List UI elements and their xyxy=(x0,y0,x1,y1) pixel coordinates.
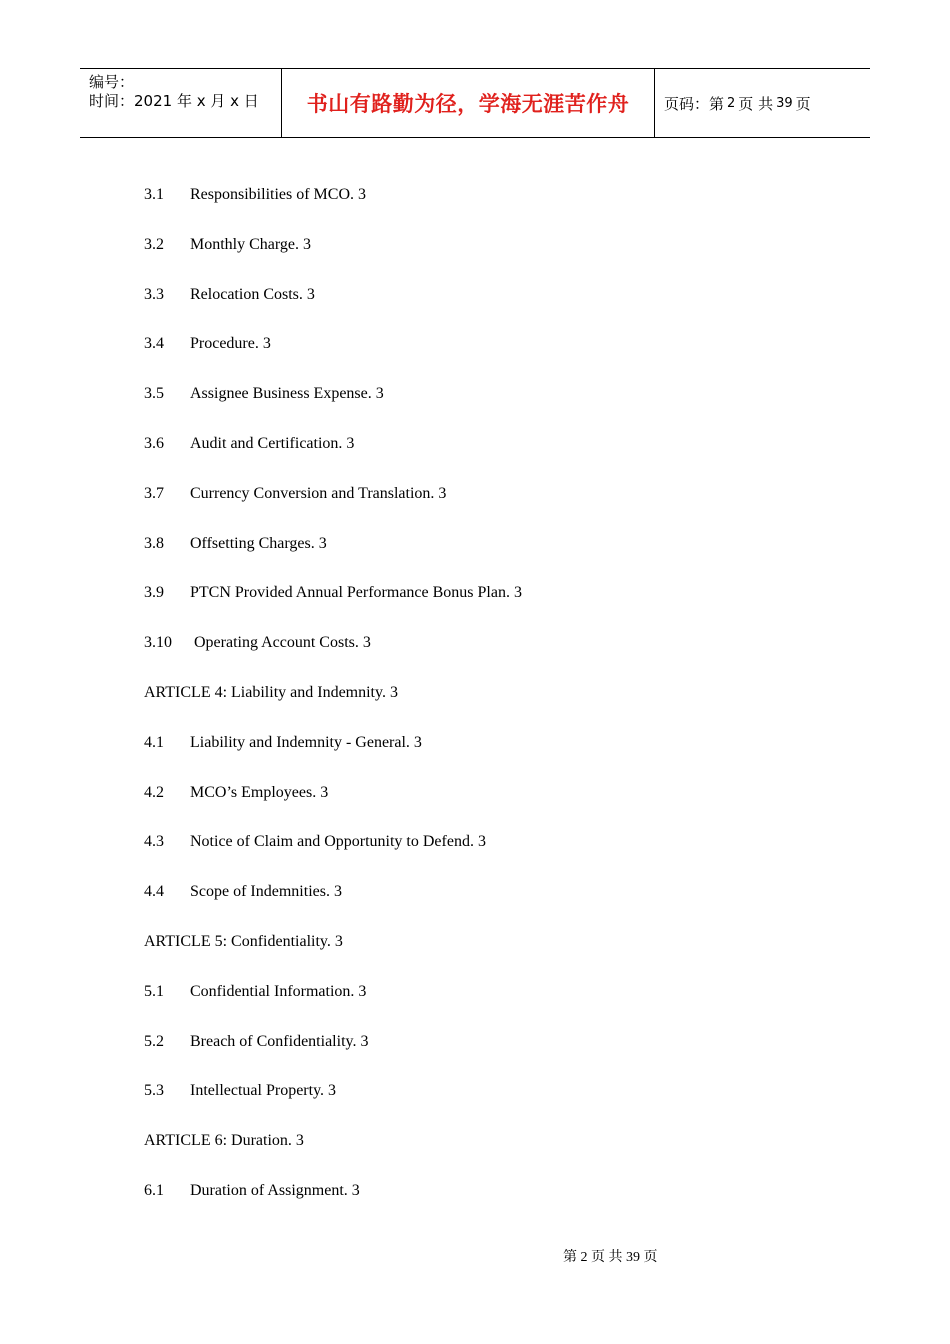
toc-entry-title: Relocation Costs. 3 xyxy=(190,285,315,303)
toc-entry-number: 5.2 xyxy=(144,1032,164,1050)
toc-entry-title: Currency Conversion and Translation. 3 xyxy=(190,484,447,502)
toc-entry-number: 3.1 xyxy=(144,186,164,203)
toc-entry-title: Responsibilities of MCO. 3 xyxy=(190,186,367,203)
serial-label: 编号： xyxy=(89,73,135,91)
toc-entry[interactable] xyxy=(144,830,844,880)
toc-entry-number: 3.10 xyxy=(144,634,172,652)
toc-entry[interactable] xyxy=(144,332,844,382)
toc-entry[interactable] xyxy=(144,731,844,781)
toc-entry[interactable] xyxy=(144,581,844,631)
table-of-contents xyxy=(144,183,844,1229)
toc-entry[interactable] xyxy=(144,1129,844,1179)
toc-entry[interactable] xyxy=(144,1079,844,1129)
toc-entry[interactable] xyxy=(144,631,844,681)
toc-entry-title: Procedure. 3 xyxy=(190,335,271,353)
toc-entry[interactable] xyxy=(144,432,844,482)
page-footer: 第 2 页 共 39 页 xyxy=(563,1250,658,1265)
toc-entry-number: 5.1 xyxy=(144,982,164,1000)
toc-entry[interactable] xyxy=(144,283,844,333)
header-motto: 书山有路勤为径，学海无涯苦作舟 xyxy=(306,92,630,116)
toc-entry[interactable] xyxy=(144,532,844,582)
toc-entry-title: Liability and Indemnity - General. 3 xyxy=(190,733,422,751)
toc-entry-number: 4.4 xyxy=(144,883,164,901)
toc-entry-number: 4.3 xyxy=(144,833,164,851)
date-label: 时间：2021 年 x 月 x 日 xyxy=(89,92,259,110)
toc-entry-title: Breach of Confidentiality. 3 xyxy=(190,1032,369,1050)
toc-entry-number: 4.1 xyxy=(144,733,164,751)
toc-entry[interactable] xyxy=(144,233,844,283)
toc-entry[interactable] xyxy=(144,681,844,731)
page-info-mid: 页 共 xyxy=(738,94,774,113)
toc-entry-number: 3.6 xyxy=(144,434,164,452)
toc-entry-number: 3.4 xyxy=(144,335,164,353)
toc-entry-number: 3.5 xyxy=(144,385,164,403)
header-page-info xyxy=(655,69,870,137)
toc-entry[interactable] xyxy=(144,1179,844,1229)
toc-entry[interactable] xyxy=(144,482,844,532)
toc-entry[interactable] xyxy=(144,382,844,432)
toc-entry-title: Offsetting Charges. 3 xyxy=(190,534,327,552)
toc-entry-number: 3.9 xyxy=(144,584,164,602)
toc-entry[interactable] xyxy=(144,930,844,980)
toc-entry-title: MCO’s Employees. 3 xyxy=(190,783,329,801)
toc-entry-title: Duration of Assignment. 3 xyxy=(190,1181,360,1199)
toc-entry-number: 4.2 xyxy=(144,783,164,801)
toc-entry-title: Intellectual Property. 3 xyxy=(190,1082,337,1100)
toc-entry-title: PTCN Provided Annual Performance Bonus Plan. 3 xyxy=(190,584,522,602)
toc-entry-number: 3.8 xyxy=(144,534,164,552)
toc-entry[interactable] xyxy=(144,980,844,1030)
toc-entry-title: Notice of Claim and Opportunity to Defend. 3 xyxy=(190,833,486,851)
toc-entry-title: Scope of Indemnities. 3 xyxy=(190,883,342,901)
toc-entry-number: 6.1 xyxy=(144,1181,164,1199)
toc-entry-number: 5.3 xyxy=(144,1082,164,1100)
page-current: 2 xyxy=(727,95,736,111)
toc-entry-title: Confidential Information. 3 xyxy=(190,982,367,1000)
toc-entry-number: 3.3 xyxy=(144,285,164,303)
page-total: 39 xyxy=(776,95,793,111)
toc-entry[interactable] xyxy=(144,183,844,233)
page-info-suffix: 页 xyxy=(795,94,811,113)
toc-entry[interactable] xyxy=(144,880,844,930)
header-meta xyxy=(80,69,282,137)
toc-entry-number: 3.7 xyxy=(144,484,164,502)
toc-entry-number: 3.2 xyxy=(144,235,164,253)
toc-entry-title: ARTICLE 6: Duration. 3 xyxy=(144,1132,304,1150)
toc-entry-title: ARTICLE 4: Liability and Indemnity. 3 xyxy=(144,683,398,701)
toc-entry-title: Audit and Certification. 3 xyxy=(190,434,355,452)
toc-entry[interactable] xyxy=(144,1030,844,1080)
header-motto-cell xyxy=(282,69,655,137)
toc-entry-title: Operating Account Costs. 3 xyxy=(194,634,371,652)
page-header xyxy=(80,68,870,138)
toc-entry-title: ARTICLE 5: Confidentiality. 3 xyxy=(144,932,343,950)
toc-entry[interactable] xyxy=(144,781,844,831)
toc-entry-title: Monthly Charge. 3 xyxy=(190,235,312,253)
page-info-prefix: 页码：第 xyxy=(664,94,725,113)
toc-entry-title: Assignee Business Expense. 3 xyxy=(190,385,384,403)
